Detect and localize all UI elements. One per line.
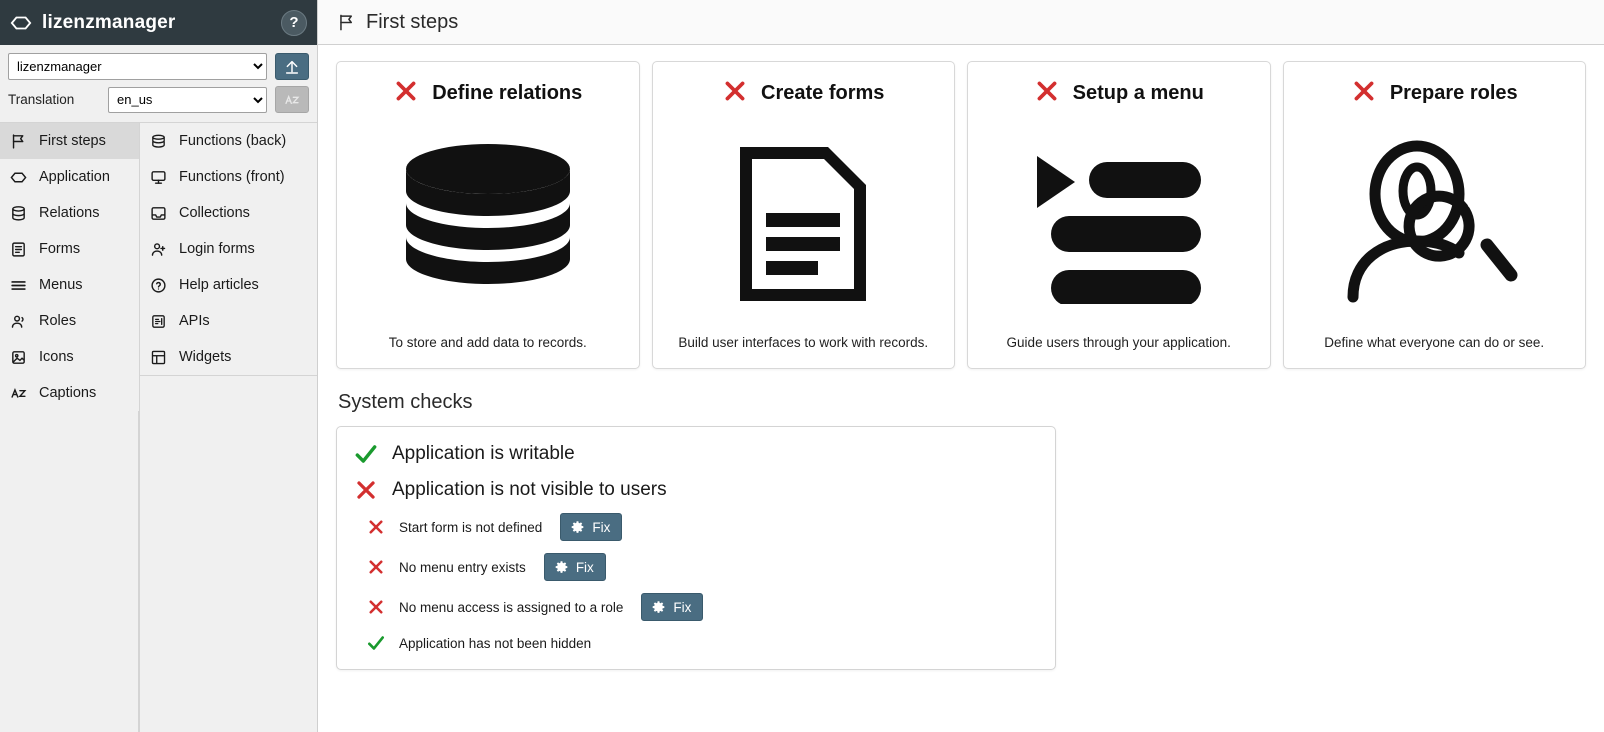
gear-icon xyxy=(651,600,666,615)
sidebar-item-first-steps[interactable] xyxy=(0,123,139,159)
card-header xyxy=(1034,78,1204,109)
api-icon xyxy=(149,312,168,331)
sidebar-item-label: Widgets xyxy=(179,349,232,365)
card-title: Define relations xyxy=(432,82,583,104)
sidebar-item-roles[interactable] xyxy=(0,303,139,339)
card-title: Prepare roles xyxy=(1389,82,1518,104)
fix-button[interactable] xyxy=(544,553,606,581)
first-steps-cards xyxy=(336,61,1586,369)
brand-title: lizenzmanager xyxy=(42,11,176,33)
system-checks-sub-list xyxy=(353,513,1039,653)
system-checks-title: System checks xyxy=(338,391,473,413)
flag-icon xyxy=(9,132,28,151)
flag-icon xyxy=(336,12,356,32)
translation-select[interactable] xyxy=(108,87,267,113)
sidebar-item-label: Icons xyxy=(39,349,74,365)
content-area xyxy=(318,45,1604,670)
az-icon xyxy=(9,384,28,403)
gear-icon xyxy=(554,560,569,575)
fix-button-label: Fix xyxy=(673,599,692,615)
inbox-icon xyxy=(149,204,168,223)
sidebar-primary-filler xyxy=(0,411,139,732)
check-icon xyxy=(353,441,379,467)
sidebar-item-label: Functions (front) xyxy=(179,169,285,185)
az-icon xyxy=(275,86,309,113)
sub-check-label: No menu access is assigned to a role xyxy=(399,599,624,615)
card-description: Build user interfaces to work with records. xyxy=(678,334,929,350)
x-icon xyxy=(363,518,389,536)
help-button[interactable]: ? xyxy=(281,10,307,36)
x-icon xyxy=(363,598,389,616)
roles-icon xyxy=(9,312,28,331)
card-description: Guide users through your application. xyxy=(1006,334,1231,350)
sub-check-label: Start form is not defined xyxy=(399,519,543,535)
sidebar-item-relations[interactable] xyxy=(0,195,139,231)
card-header xyxy=(1351,78,1518,109)
sidebar-item-label: Application xyxy=(39,169,110,185)
card-create-forms[interactable] xyxy=(652,61,956,369)
sidebar-item-menus[interactable] xyxy=(0,267,139,303)
card-setup-a-menu[interactable] xyxy=(967,61,1271,369)
sidebar-item-icons[interactable] xyxy=(0,339,139,375)
card-header xyxy=(393,78,582,109)
sidebar-item-label: Login forms xyxy=(179,241,255,257)
sidebar-primary-nav xyxy=(0,123,139,732)
check-label: Application is not visible to users xyxy=(392,479,667,500)
card-define-relations[interactable] xyxy=(336,61,640,369)
fix-button[interactable] xyxy=(641,593,703,621)
x-icon xyxy=(1034,78,1060,109)
document-figure xyxy=(667,115,941,334)
sub-check-label: Application has not been hidden xyxy=(399,635,592,651)
sidebar-item-label: Help articles xyxy=(179,277,259,293)
widgets-icon xyxy=(149,348,168,367)
sidebar-item-apis[interactable] xyxy=(140,303,317,339)
x-icon xyxy=(353,478,379,502)
sidebar-item-forms[interactable] xyxy=(0,231,139,267)
x-icon xyxy=(1351,78,1377,109)
sidebar-secondary-nav xyxy=(139,123,317,732)
translation-label: Translation xyxy=(8,92,75,107)
check-label: Application is writable xyxy=(392,443,575,464)
application-selector-row xyxy=(0,45,317,84)
card-title: Setup a menu xyxy=(1072,82,1204,104)
sub-check-row xyxy=(353,513,1039,541)
sidebar-item-label: Menus xyxy=(39,277,83,293)
translation-row xyxy=(0,84,317,122)
card-prepare-roles[interactable] xyxy=(1283,61,1587,369)
stack-icon xyxy=(149,132,168,151)
x-icon xyxy=(393,78,419,109)
sidebar-item-functions-back[interactable] xyxy=(140,123,317,159)
fix-button-label: Fix xyxy=(592,519,611,535)
x-icon xyxy=(722,78,748,109)
sub-check-row xyxy=(353,553,1039,581)
check-row xyxy=(353,478,1039,502)
card-description: To store and add data to records. xyxy=(388,334,587,350)
sidebar-item-collections[interactable] xyxy=(140,195,317,231)
sidebar-item-label: Forms xyxy=(39,241,81,257)
sub-check-row xyxy=(353,593,1039,621)
card-title: Create forms xyxy=(761,82,885,104)
sidebar-item-label: Functions (back) xyxy=(179,133,287,149)
sub-check-label: No menu entry exists xyxy=(399,559,526,575)
sub-check-row xyxy=(353,633,1039,653)
monitor-icon xyxy=(149,168,168,187)
application-select[interactable] xyxy=(8,53,267,80)
card-description: Define what everyone can do or see. xyxy=(1324,334,1545,350)
menu-icon xyxy=(9,276,28,295)
user-roles-figure xyxy=(1298,115,1572,334)
card-header xyxy=(722,78,884,109)
fix-button[interactable] xyxy=(560,513,622,541)
form-icon xyxy=(9,240,28,259)
gear-icon xyxy=(570,520,585,535)
page-header xyxy=(318,0,1604,45)
help-circle-icon xyxy=(149,276,168,295)
database-icon xyxy=(9,204,28,223)
upload-button[interactable] xyxy=(275,53,309,80)
diamond-logo-icon xyxy=(10,12,32,34)
menu-figure xyxy=(982,115,1256,334)
sidebar-item-help-articles[interactable] xyxy=(140,267,317,303)
check-row xyxy=(353,441,1039,467)
sidebar xyxy=(0,0,318,732)
main-content xyxy=(318,0,1604,732)
sidebar-secondary-filler xyxy=(140,375,317,732)
sidebar-item-label: Collections xyxy=(179,205,250,221)
sidebar-item-captions[interactable] xyxy=(0,375,139,411)
sidebar-item-label: Relations xyxy=(39,205,100,221)
diamond-icon xyxy=(9,168,28,187)
fix-button-label: Fix xyxy=(575,559,594,575)
sidebar-item-widgets[interactable] xyxy=(140,339,317,375)
sidebar-item-label: First steps xyxy=(39,133,106,149)
system-checks-panel xyxy=(336,426,1056,670)
sidebar-item-login-forms[interactable] xyxy=(140,231,317,267)
check-icon xyxy=(363,633,389,653)
image-icon xyxy=(9,348,28,367)
page-title: First steps xyxy=(366,10,459,33)
sidebar-nav xyxy=(0,122,317,732)
x-icon xyxy=(363,558,389,576)
sidebar-item-label: APIs xyxy=(179,313,210,329)
brand-bar xyxy=(0,0,317,45)
database-figure xyxy=(351,115,625,334)
user-login-icon xyxy=(149,240,168,259)
sidebar-item-functions-front[interactable] xyxy=(140,159,317,195)
sidebar-item-label: Roles xyxy=(39,313,77,329)
sidebar-item-application[interactable] xyxy=(0,159,139,195)
sidebar-item-label: Captions xyxy=(39,385,97,401)
